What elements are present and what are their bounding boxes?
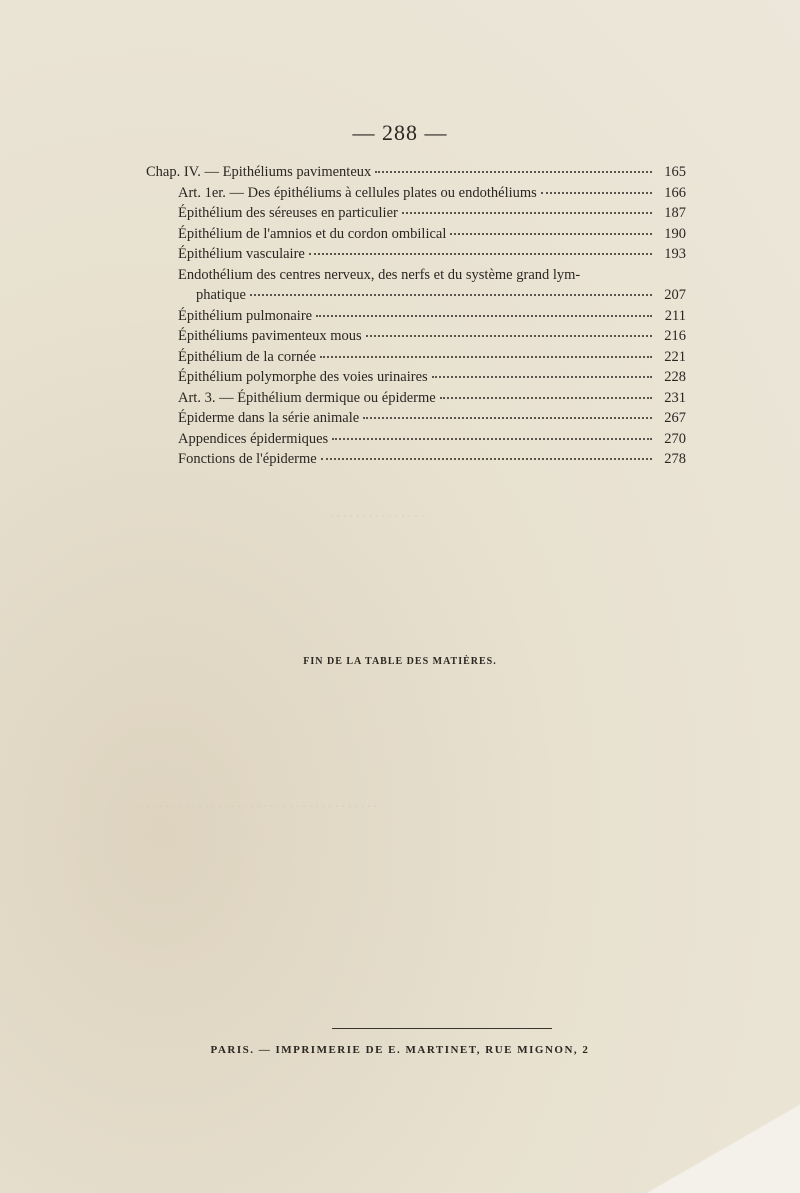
toc-entry-page: 228 [664,369,686,385]
toc-entry [146,449,686,470]
toc-entry-title: Chap. IV. — Epithéliums pavimenteux [146,164,372,180]
dot-leader [316,315,652,317]
dot-leader [309,253,652,255]
bleed-through: . . . . . . . . . . . . . . . [330,505,425,520]
toc-entry [146,224,686,245]
dot-leader [320,356,652,358]
toc-entry [146,265,686,286]
horizontal-rule [332,1028,552,1029]
toc-entry [146,183,686,204]
toc-entry-title: Art. 3. — Épithélium dermique ou épiderme [178,389,436,406]
bleed-through: . . . . . . . . . . . . . . . . . . . . . . . . . . . . . . . . . . . . . [140,795,378,810]
toc-entry [146,388,686,409]
toc-entry [146,429,686,450]
toc-entry-title: Épithélium de la cornée [178,348,317,365]
toc-entry-title: Épithélium pulmonaire [178,307,313,324]
page-corner [620,1073,800,1193]
dot-leader [363,417,652,419]
toc-entry-page: 267 [664,410,686,426]
dot-leader [321,458,652,460]
dot-leader [440,397,652,399]
table-of-contents [146,162,686,470]
toc-entry-title: Épiderme dans la série animale [178,410,360,426]
toc-entry-title: Épithéliums pavimenteux mous [178,328,362,344]
toc-entry-page: 190 [664,225,686,242]
toc-entry [146,367,686,388]
dot-leader [375,171,652,173]
toc-entry-page: 211 [664,307,686,324]
toc-entry-page: 166 [664,184,686,201]
toc-entry [146,203,686,224]
printer-imprint: PARIS. — IMPRIMERIE DE E. MARTINET, RUE MIGNON, 2 [210,1044,590,1056]
toc-entry [146,326,686,347]
dot-leader [450,233,652,235]
toc-entry [146,347,686,368]
toc-entry-title: Épithélium polymorphe des voies urinaires [178,369,428,385]
toc-entry-title: Appendices épidermiques [178,430,329,447]
toc-entry-page: 278 [664,451,686,467]
toc-entry [146,306,686,327]
dot-leader [541,192,652,194]
toc-entry-title: phatique [196,287,246,303]
dot-leader [250,294,652,296]
toc-entry-page: 193 [664,246,686,262]
toc-entry-title: Épithélium des séreuses en particulier [178,205,398,221]
toc-entry-page: 221 [664,348,686,365]
toc-entry [146,408,686,429]
dot-leader [366,335,652,337]
toc-entry-page: 187 [664,205,686,221]
toc-entry [146,285,686,306]
page-number: — 288 — [352,120,448,145]
toc-entry-page: 207 [664,287,686,303]
toc-entry-title: Art. 1er. — Des épithéliums à cellules plates ou endothéliums [178,184,537,201]
toc-entry-title: Épithélium de l'amnios et du cordon ombilical [178,225,447,242]
end-of-contents-note: FIN DE LA TABLE DES MATIÈRES. [303,656,497,667]
toc-entry-page: 165 [664,164,686,180]
dot-leader [402,212,652,214]
toc-entry-title: Épithélium vasculaire [178,246,305,262]
toc-entry [146,244,686,265]
dot-leader [332,438,652,440]
dot-leader [432,376,652,378]
toc-entry-title: Fonctions de l'épiderme [178,451,317,467]
toc-entry [146,162,686,183]
toc-entry-page: 216 [664,328,686,344]
toc-entry-title: Endothélium des centres nerveux, des nerfs et du système grand lym- [178,266,581,283]
toc-entry-page: 231 [664,389,686,406]
toc-entry-page: 270 [664,430,686,447]
